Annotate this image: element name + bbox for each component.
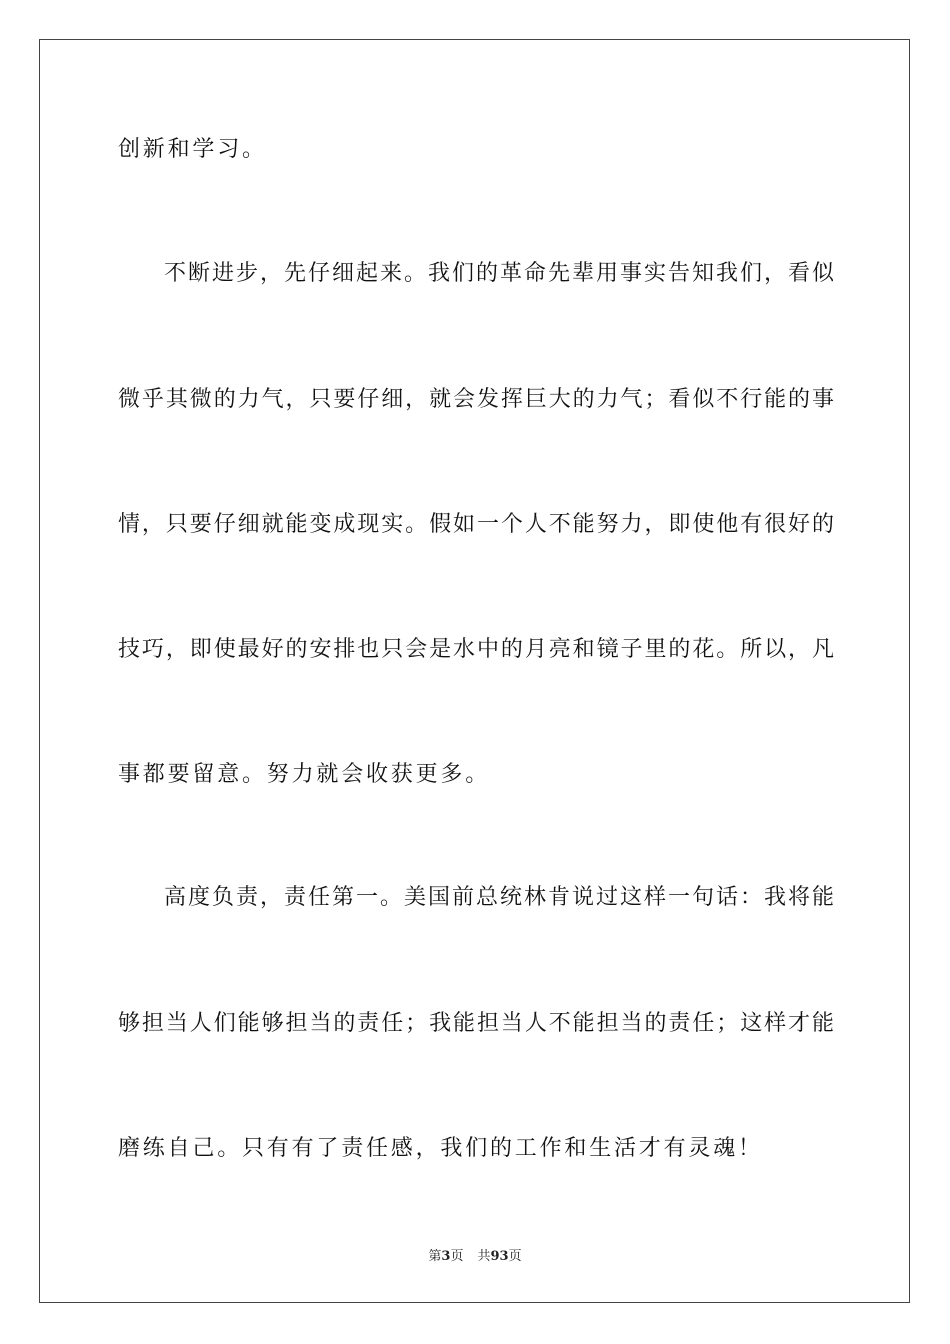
page-suffix: 页 — [450, 1249, 464, 1264]
text-line: 不断进步，先仔细起来。我们的革命先辈用事实告知我们，看似 — [164, 261, 834, 286]
text-line: 技巧，即使最好的安排也只会是水中的月亮和镜子里的花。所以，凡 — [118, 637, 834, 662]
page-footer — [0, 1248, 950, 1266]
text-line: 微乎其微的力气，只要仔细，就会发挥巨大的力气；看似不行能的事 — [118, 387, 834, 412]
text-line: 创新和学习。 — [118, 137, 267, 162]
text-line: 高度负责，责任第一。美国前总统林肯说过这样一句话：我将能 — [164, 885, 834, 910]
page-number: 3 — [441, 1249, 451, 1264]
total-suffix: 页 — [508, 1249, 522, 1264]
text-line: 够担当人们能够担当的责任；我能担当人不能担当的责任；这样才能 — [118, 1011, 834, 1036]
text-line: 事都要留意。努力就会收获更多。 — [118, 762, 491, 787]
text-line: 情，只要仔细就能变成现实。假如一个人不能努力，即使他有很好的 — [118, 512, 834, 537]
text-line: 磨练自己。只有有了责任感，我们的工作和生活才有灵魂！ — [118, 1136, 763, 1161]
total-pages: 93 — [490, 1249, 509, 1264]
page-border — [39, 39, 910, 1303]
page-prefix: 第 — [428, 1249, 442, 1264]
total-prefix: 共 — [477, 1249, 491, 1264]
